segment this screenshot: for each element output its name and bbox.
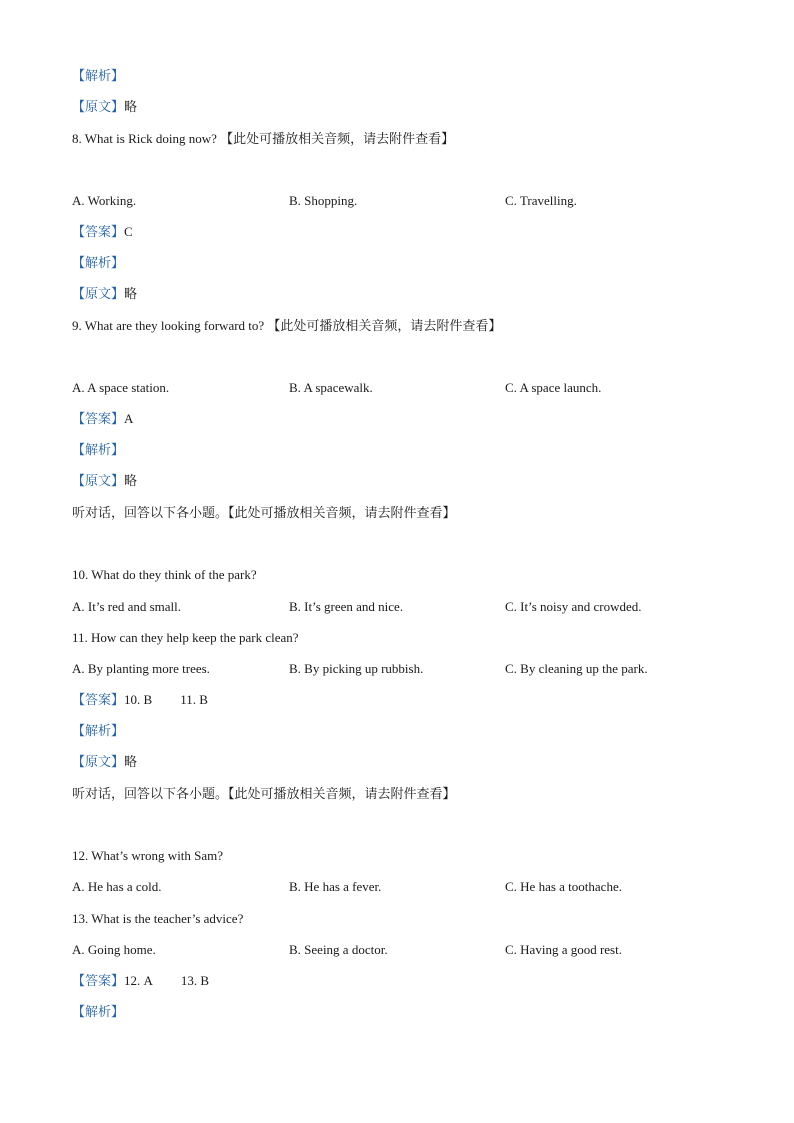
answer-tag: 【答案】 [72, 973, 125, 988]
answer-line [72, 691, 208, 709]
question-11-text: 11. How can they help keep the park clean? [72, 630, 299, 645]
analysis-tag: 【解析】 [72, 723, 125, 738]
q12-option-b: B. He has a fever. [289, 879, 382, 894]
analysis-tag: 【解析】 [72, 1004, 125, 1019]
audio-note: 【此处可播放相关音频，请去附件查看】 [228, 505, 456, 520]
q10-option-a: A. It’s red and small. [72, 599, 182, 614]
omitted-text: 略 [124, 99, 138, 114]
original-line [72, 285, 137, 303]
original-tag: 【原文】 [72, 286, 125, 301]
question-8 [72, 130, 454, 148]
q9-option-c: C. A space launch. [505, 380, 602, 395]
answer-tag: 【答案】 [72, 692, 125, 707]
analysis-tag: 【解析】 [72, 68, 125, 83]
analysis-line [72, 254, 124, 272]
answer-value: 12. A [124, 973, 153, 988]
audio-note: 【此处可播放相关音频，请去附件查看】 [220, 131, 455, 146]
listen-intro [72, 785, 456, 803]
original-tag: 【原文】 [72, 99, 125, 114]
q13-option-b: B. Seeing a doctor. [289, 942, 388, 957]
listen-intro-text: 听对话，回答以下各小题。 [72, 505, 229, 520]
original-line [72, 472, 137, 490]
q8-option-a: A. Working. [72, 193, 137, 208]
analysis-tag: 【解析】 [72, 255, 125, 270]
answer-value: 10. B [124, 692, 153, 707]
answer-line [72, 972, 209, 990]
analysis-line [72, 441, 124, 459]
listen-intro-text: 听对话，回答以下各小题。 [72, 786, 229, 801]
original-tag: 【原文】 [72, 473, 125, 488]
q8-option-b: B. Shopping. [289, 193, 358, 208]
q13-option-a: A. Going home. [72, 942, 156, 957]
question-8-text: 8. What is Rick doing now? [72, 131, 217, 146]
audio-note: 【此处可播放相关音频，请去附件查看】 [228, 786, 456, 801]
question-12-text: 12. What’s wrong with Sam? [72, 848, 224, 863]
question-9 [72, 317, 501, 335]
question-12 [72, 847, 223, 865]
answer-value: A [124, 411, 134, 426]
answer-value: C [124, 224, 133, 239]
question-10-text: 10. What do they think of the park? [72, 567, 257, 582]
answer-line [72, 223, 133, 241]
audio-note: 【此处可播放相关音频，请去附件查看】 [267, 318, 502, 333]
q11-option-c: C. By cleaning up the park. [505, 661, 648, 676]
q9-option-b: B. A spacewalk. [289, 380, 373, 395]
question-10 [72, 566, 257, 584]
answer-value: 11. B [180, 692, 208, 707]
omitted-text: 略 [124, 286, 138, 301]
analysis-line [72, 722, 124, 740]
q10-option-c: C. It’s noisy and crowded. [505, 599, 642, 614]
q13-option-c: C. Having a good rest. [505, 942, 622, 957]
answer-tag: 【答案】 [72, 224, 125, 239]
answer-value: 13. B [180, 973, 210, 988]
answer-tag: 【答案】 [72, 411, 125, 426]
q11-option-b: B. By picking up rubbish. [289, 661, 424, 676]
analysis-tag: 【解析】 [72, 442, 125, 457]
analysis-line [72, 1003, 124, 1021]
analysis-line [72, 67, 124, 85]
q9-option-a: A. A space station. [72, 380, 170, 395]
answer-line [72, 410, 133, 428]
omitted-text: 略 [124, 754, 138, 769]
q8-option-c: C. Travelling. [505, 193, 577, 208]
question-13 [72, 910, 243, 928]
listen-intro [72, 504, 456, 522]
original-tag: 【原文】 [72, 754, 125, 769]
question-11 [72, 629, 299, 647]
q10-option-b: B. It’s green and nice. [289, 599, 404, 614]
original-line [72, 753, 137, 771]
q12-option-a: A. He has a cold. [72, 879, 162, 894]
original-line [72, 98, 137, 116]
q11-option-a: A. By planting more trees. [72, 661, 210, 676]
q12-option-c: C. He has a toothache. [505, 879, 622, 894]
question-13-text: 13. What is the teacher’s advice? [72, 911, 244, 926]
question-9-text: 9. What are they looking forward to? [72, 318, 265, 333]
omitted-text: 略 [124, 473, 138, 488]
